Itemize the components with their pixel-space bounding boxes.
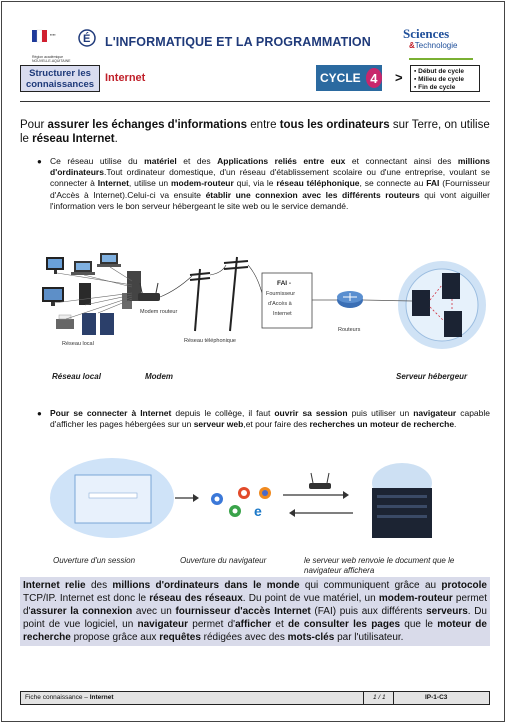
brand-technologie (409, 41, 475, 50)
laptop-icon (97, 253, 121, 267)
svg-text:▪▪▪▪: ▪▪▪▪ (50, 32, 56, 37)
modem-router-icon (138, 283, 160, 301)
caption-host-server: Serveur hébergeur (396, 372, 468, 381)
network-diagram (32, 245, 492, 390)
footer-divider (363, 692, 364, 704)
login-screen-icon (50, 458, 174, 538)
server-globe-icon (372, 463, 432, 538)
footer-document-name: Fiche connaissance – Internet (25, 694, 114, 701)
footer-divider (393, 692, 394, 704)
brand-technologie-label: Technologie (414, 41, 458, 50)
computer-icon (42, 287, 64, 306)
header-divider (20, 101, 490, 102)
browsing-diagram (47, 453, 492, 578)
isp-text-3: Internet (273, 311, 292, 317)
isp-text-2: d'Accès à (268, 301, 292, 307)
brand-sciences: Sciences (403, 26, 450, 41)
academy-logo-line-2: NOUVELLE-AQUITAINE (32, 59, 71, 63)
cycle-label: CYCLE (320, 71, 361, 85)
modem-label: Modem routeur (140, 309, 178, 315)
server-rack-icon (82, 313, 114, 335)
computer-icon (46, 257, 64, 274)
local-network-label: Réseau local (62, 341, 94, 347)
cycle-level-fin: ▪ Fin de cycle (414, 84, 456, 91)
caption-server-response: le serveur web renvoie le document que le navigateur affichera (304, 556, 455, 575)
server-tower-icon (79, 283, 132, 309)
paragraph-connection: ● Pour se connecter à Internet depuis le collège, il faut ouvrir sa session puis utiliser un navigateur capable d'afficher les pages hébergées sur un serveur web,et pour faire des recherches un moteur de recherche. (37, 408, 490, 430)
svg-text:É: É (83, 33, 91, 45)
wifi-router-icon (309, 473, 331, 489)
academy-logo (32, 28, 98, 63)
intro-paragraph: Pour assurer les échanges d'informations entre tous les ordinateurs sur Terre, on utilise le réseau Internet. (20, 119, 490, 145)
browsing-diagram-illustration (47, 453, 492, 548)
bullet-icon: ● (37, 157, 42, 166)
caption-modem: Modem (145, 372, 173, 381)
router-icon (312, 291, 363, 308)
category-box: Structurer les connaissances (20, 65, 100, 92)
cycle-arrow: > (395, 70, 403, 85)
telephone-pole-icon (190, 257, 248, 331)
laptop-icon (71, 261, 95, 275)
summary-paragraph: Internet relie des millions d'ordinateurs dans le monde qui communiquent grâce au protocole TCP/IP. Internet est donc le réseau des réseaux. Du point de vue matériel, un modem-routeur permet d'assurer la connexion avec un fournisseur d'accès Internet (FAI) puis aux différents serveurs. Du point de vue logiciel, un navigateur permet d'afficher et de consulter les pages que le moteur de recherche propose grâce aux requêtes rédigées avec des mots-clés par l'utilisateur. (20, 577, 490, 646)
routers-label: Routeurs (338, 327, 361, 333)
academy-logo-line-1: Région académique (32, 55, 64, 59)
cycle-level-debut: ▪ Début de cycle (414, 68, 465, 75)
caption-local-network: Réseau local (52, 372, 101, 381)
cycle-number: 4 (366, 68, 382, 88)
caption-session: Ouverture d'un session (53, 556, 136, 565)
brand-underline (409, 58, 473, 60)
paragraph-network: ● Ce réseau utilise du matériel et des Applications reliés entre eux et connectant ainsi des millions d'ordinateurs.Tout ordinateur domestique, d'un réseau d'établissement scolaire ou d'une entreprise, voulant se connecter à Internet, utilise un modem-routeur qui, via le réseau téléphonique, se connecte au FAI (Fournisseur d'Accès à Internet).Celui-ci va ensuite établir une connexion avec les différents routeurs qui vont aiguiller l'information vers le bon serveur hébergeant le site web ou le service demandé. (37, 156, 490, 211)
page-title: L'INFORMATIQUE ET LA PROGRAMMATION (105, 35, 371, 49)
network-diagram-illustration (32, 245, 492, 370)
browser-icons (211, 487, 271, 519)
republique-francaise-logo-icon (32, 28, 98, 50)
caption-browser: Ouverture du navigateur (180, 556, 267, 565)
isp-text-1: Fournisseur (266, 291, 296, 297)
cycle-badge (316, 65, 382, 91)
globe-servers-icon (363, 261, 486, 349)
ampersand-icon: & (409, 41, 415, 50)
bullet-icon: ● (37, 409, 42, 418)
cycle-level-milieu: ▪ Milieu de cycle (414, 76, 465, 83)
telephone-network-label: Réseau téléphonique (184, 338, 236, 344)
sciences-technologie-logo (403, 26, 475, 62)
footer-reference: IP-1-C3 (425, 694, 448, 701)
cycle-levels-box (410, 65, 480, 92)
topic-label: Internet (105, 72, 146, 84)
edge-icon: e (254, 503, 262, 519)
page (1, 1, 505, 722)
isp-title: FAI - (277, 280, 292, 287)
footer-bar (20, 691, 490, 705)
footer-page-number: 1 / 1 (373, 694, 386, 701)
